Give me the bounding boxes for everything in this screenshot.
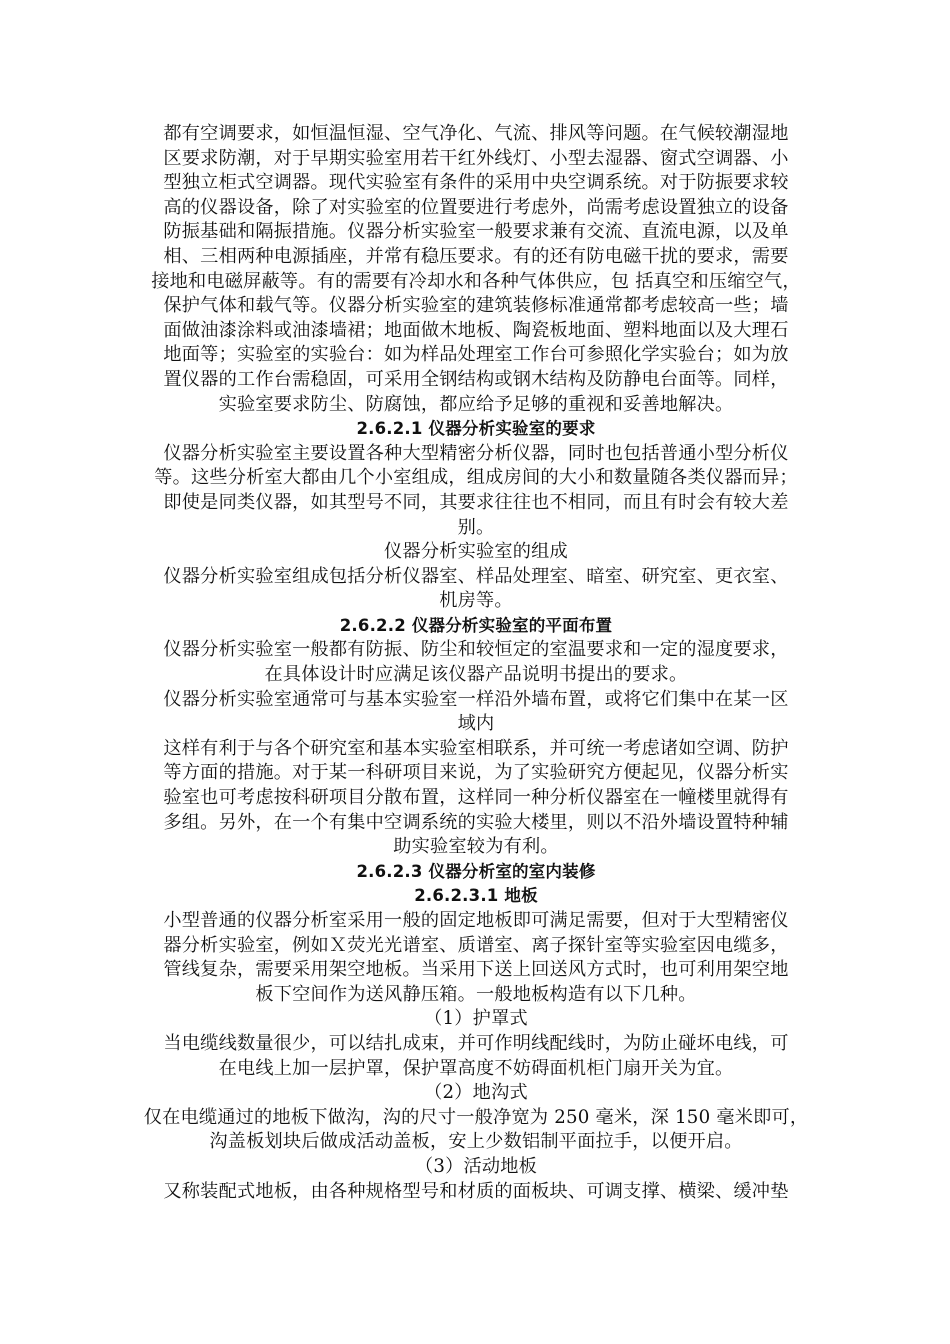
text-line: 管线复杂，需要采用架空地板。当采用下送上回送风方式时，也可利用架空地 (163, 959, 789, 981)
text-line: 防振基础和隔振措施。仪器分析实验室一般要求兼有交流、直流电源，以及单 (163, 221, 789, 243)
text-line: 保护气体和载气等。仪器分析实验室的建筑装修标准通常都考虑较高一些；墙 (163, 295, 789, 317)
text-line: 当电缆线数量很少，可以结扎成束，并可作明线配线时，为防止碰坏电线，可 (163, 1032, 789, 1054)
section-heading: 2.6.2.2 仪器分析实验室的平面布置 (339, 615, 613, 635)
text-line: 仅在电缆通过的地板下做沟，沟的尺寸一般净宽为 250 毫米，深 150 毫米即可， (143, 1106, 809, 1128)
text-line: （1）护罩式 (424, 1008, 528, 1030)
text-line: 多组。另外，在一个有集中空调系统的实验大楼里，则以不沿外墙设置特种辅 (163, 811, 789, 833)
text-line: 器分析实验室，例如Ｘ荧光光谱室、质谱室、离子探针室等实验室因电缆多， (163, 934, 789, 956)
text-line: 地面等；实验室的实验台：如为样品处理室工作台可参照化学实验台；如为放 (163, 344, 789, 366)
text-line: 实验室要求防尘、防腐蚀，都应给予足够的重视和妥善地解决。 (218, 393, 734, 415)
text-line: （3）活动地板 (414, 1155, 538, 1177)
text-line: 助实验室较为有利。 (393, 836, 559, 858)
text-line: 仪器分析实验室通常可与基本实验室一样沿外墙布置，或将它们集中在某一区 (163, 688, 789, 710)
text-line: 等方面的措施。对于某一科研项目来说，为了实验研究方便起见，仪器分析实 (163, 762, 789, 784)
text-line: 区要求防潮，对于早期实验室用若干红外线灯、小型去湿器、窗式空调器、小 (163, 147, 789, 169)
text-line: 相、三相两种电源插座，并常有稳压要求。有的还有防电磁干扰的要求，需要 (163, 245, 789, 267)
text-line: 板下空间作为送风静压箱。一般地板构造有以下几种。 (255, 983, 697, 1005)
section-heading: 2.6.2.3 仪器分析室的室内装修 (356, 861, 596, 881)
text-line: 小型普通的仪器分析室采用一般的固定地板即可满足需要，但对于大型精密仪 (163, 910, 789, 931)
text-line: 仪器分析实验室一般都有防振、防尘和较恒定的室温要求和一定的湿度要求， (163, 639, 789, 661)
text-line: 接地和电磁屏蔽等。有的需要有冷却水和各种气体供应，包 括真空和压缩空气， (151, 270, 801, 292)
text-line: 仪器分析实验室主要设置各种大型精密分析仪器，同时也包括普通小型分析仪 (163, 442, 789, 464)
text-line: 域内 (457, 713, 495, 735)
text-line: 沟盖板划块后做成活动盖板，安上少数铝制平面拉手，以便开启。 (209, 1131, 743, 1153)
text-line: 都有空调要求，如恒温恒湿、空气净化、气流、排风等问题。在气候较潮湿地 (163, 123, 789, 144)
text-line: 验室也可考虑按科研项目分散布置，这样同一种分析仪器室在一幢楼里就得有 (163, 787, 789, 809)
text-line: 在具体设计时应满足该仪器产品说明书提出的要求。 (264, 664, 688, 686)
text-line: 在电线上加一层护罩，保护罩高度不妨碍面机柜门扇开关为宜。 (218, 1057, 734, 1079)
document-page (140, 122, 812, 1204)
text-line: 即使是同类仪器，如其型号不同，其要求往往也不相同，而且有时会有较大差 (163, 491, 789, 513)
section-heading: 2.6.2.3.1 地板 (414, 886, 538, 906)
text-line: 型独立柜式空调器。现代实验室有条件的采用中央空调系统。对于防振要求较 (163, 172, 789, 194)
text-line: 高的仪器设备，除了对实验室的位置要进行考虑外，尚需考虑设置独立的设备 (163, 196, 789, 218)
text-line: 等。这些分析室大都由几个小室组成，组成房间的大小和数量随各类仪器而异； (154, 467, 798, 489)
section-heading: 2.6.2.1 仪器分析实验室的要求 (356, 419, 596, 439)
text-line: 置仪器的工作台需稳固，可采用全钢结构或钢木结构及防静电台面等。同样， (163, 368, 789, 390)
text-line: 机房等。 (439, 590, 513, 612)
text-line: 这样有利于与各个研究室和基本实验室相联系，并可统一考虑诸如空调、防护 (163, 737, 789, 759)
text-line: （2）地沟式 (424, 1082, 528, 1104)
text-line: 仪器分析实验室的组成 (384, 541, 568, 563)
text-line: 又称装配式地板，由各种规格型号和材质的面板块、可调支撑、横梁、缓冲垫 (163, 1180, 789, 1202)
text-line: 别。 (457, 516, 495, 538)
text-line: 面做油漆涂料或油漆墙裙；地面做木地板、陶瓷板地面、塑料地面以及大理石 (163, 319, 789, 341)
text-line: 仪器分析实验室组成包括分析仪器室、样品处理室、暗室、研究室、更衣室、 (163, 565, 789, 587)
